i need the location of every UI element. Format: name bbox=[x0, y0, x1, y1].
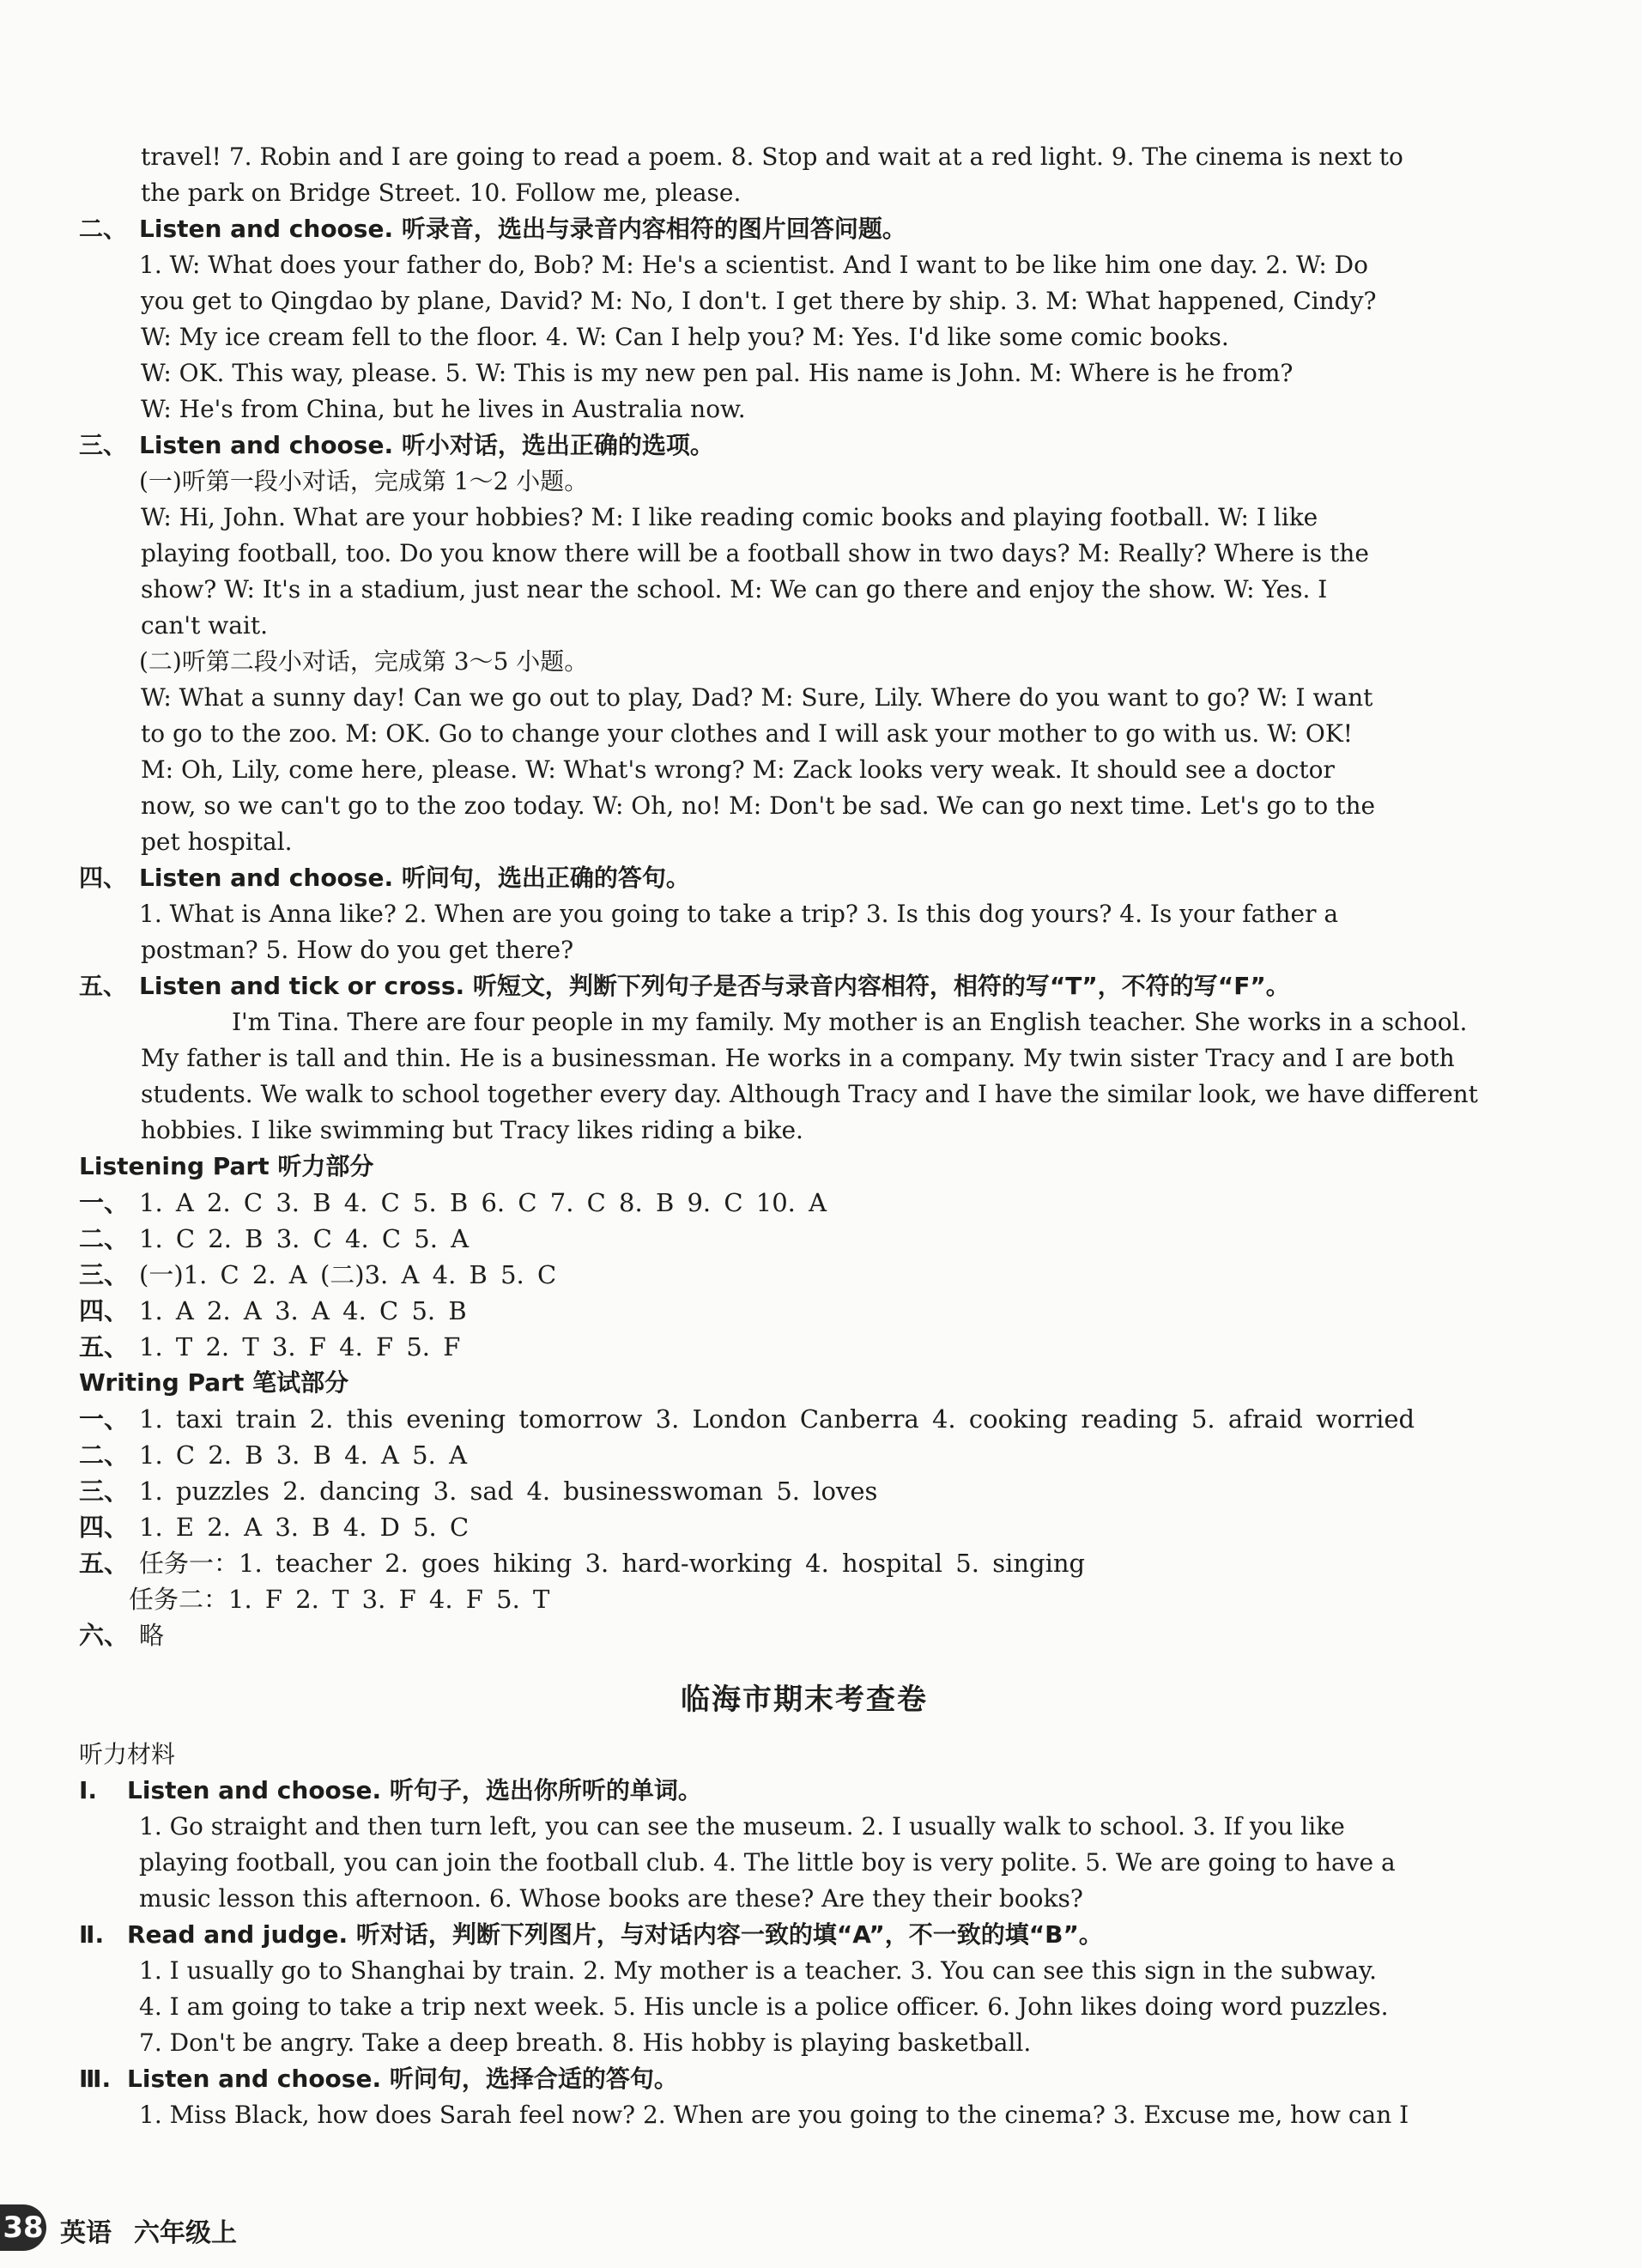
answer-tag: 二、 bbox=[79, 1224, 130, 1253]
text-line: 4. I am going to take a trip next week. 5. His uncle is a police officer. 6. John likes doing word puzzles. bbox=[139, 1992, 1389, 2021]
section-heading bbox=[79, 1773, 1530, 1809]
answer-row bbox=[79, 1221, 1530, 1257]
text-line: 1. W: What does your father do, Bob? M: He's a scientist. And I want to be like him one day. 2. W: Do bbox=[139, 251, 1368, 279]
answer-body: 略 bbox=[139, 1621, 165, 1650]
text-line: 7. Don't be angry. Take a deep breath. 8. His hobby is playing basketball. bbox=[139, 2028, 1032, 2057]
answer-body: 1. puzzles 2. dancing 3. sad 4. businesswoman 5. loves bbox=[139, 1477, 878, 1506]
answer-body: 1. A 2. A 3. A 4. C 5. B bbox=[139, 1296, 467, 1325]
text-line: students. We walk to school together every day. Although Tracy and I have the similar look, we have different bbox=[141, 1080, 1478, 1108]
text-line: playing football, you can join the football club. 4. The little boy is very polite. 5. We are going to have a bbox=[139, 1848, 1396, 1877]
text-line: 1. Miss Black, how does Sarah feel now? 2. When are you going to the cinema? 3. Excuse me, how can I bbox=[139, 2101, 1409, 2129]
answer-body: 1. E 2. A 3. B 4. D 5. C bbox=[139, 1513, 470, 1542]
answer-tag: 二、 bbox=[79, 1440, 130, 1470]
answer-body: 任务二：1. F 2. T 3. F 4. F 5. T bbox=[129, 1585, 550, 1614]
text-line: show? W: It's in a stadium, just near the school. M: We can go there and enjoy the show. W: Yes. I bbox=[141, 575, 1328, 603]
answer-body: 1. C 2. B 3. C 4. C 5. A bbox=[139, 1224, 470, 1253]
text-line: now, so we can't go to the zoo today. W: Oh, no! M: Don't be sad. We can go next time. Let's go to the bbox=[141, 791, 1376, 820]
text-line: pet hospital. bbox=[141, 828, 293, 856]
answer-body: 1. A 2. C 3. B 4. C 5. B 6. C 7. C 8. B 9. C 10. A bbox=[139, 1188, 827, 1217]
answer-tag: 一、 bbox=[79, 1404, 130, 1434]
answer-tag: 四、 bbox=[79, 1296, 130, 1325]
section-heading bbox=[79, 211, 1530, 247]
continuation-block bbox=[79, 139, 1530, 211]
listening-material-section-4 bbox=[79, 860, 1530, 968]
answer-row bbox=[79, 1473, 1530, 1509]
answer-tag: 四、 bbox=[79, 1513, 130, 1542]
answer-tag: 一、 bbox=[79, 1188, 130, 1217]
text-line: to go to the zoo. M: OK. Go to change your clothes and I will ask your mother to go with us. W: OK! bbox=[141, 719, 1354, 748]
part-title: Listening Part 听力部分 bbox=[79, 1152, 374, 1180]
answer-row bbox=[79, 1401, 1530, 1437]
answer-row bbox=[79, 1545, 1530, 1581]
answer-row bbox=[79, 1293, 1530, 1329]
listening-material-section-5 bbox=[79, 968, 1530, 1149]
listening-material-title: 听力材料 bbox=[79, 1740, 176, 1768]
subject-label: 英语 bbox=[60, 2218, 112, 2248]
section-number: Ⅰ. bbox=[79, 1776, 98, 1804]
section-title: Read and judge. 听对话，判断下列图片，与对话内容一致的填“A”，不一致的填“B”。 bbox=[127, 1920, 1103, 1949]
section-title: Listen and choose. 听句子，选出你所听的单词。 bbox=[127, 1776, 702, 1804]
listening-material-section-3 bbox=[79, 428, 1530, 860]
writing-part-answers bbox=[79, 1365, 1530, 1653]
answer-row bbox=[79, 1581, 1530, 1617]
exam-section-3 bbox=[79, 2061, 1530, 2133]
text-line: music lesson this afternoon. 6. Whose books are these? Are they their books? bbox=[139, 1884, 1083, 1913]
text-line: I'm Tina. There are four people in my family. My mother is an English teacher. She works in a school. bbox=[232, 1008, 1468, 1036]
answer-tag: 五、 bbox=[79, 1549, 130, 1578]
text-line: 1. Go straight and then turn left, you can see the museum. 2. I usually walk to school. 3. If you like bbox=[139, 1812, 1345, 1840]
answer-row bbox=[79, 1509, 1530, 1545]
exam-title: 临海市期末考查卷 bbox=[681, 1683, 928, 1717]
listening-material-section-2 bbox=[79, 211, 1530, 428]
text-line: travel! 7. Robin and I are going to read a poem. 8. Stop and wait at a red light. 9. The cinema is next to bbox=[141, 143, 1403, 171]
text-line: 1. What is Anna like? 2. When are you going to take a trip? 3. Is this dog yours? 4. Is your father a bbox=[139, 900, 1339, 928]
answer-body: 1. taxi train 2. this evening tomorrow 3. London Canberra 4. cooking reading 5. afraid worried bbox=[139, 1404, 1415, 1434]
exam-section-1 bbox=[79, 1773, 1530, 1917]
section-title: Listen and choose. 听问句，选择合适的答句。 bbox=[127, 2065, 678, 2093]
section-heading bbox=[79, 968, 1530, 1004]
section-number: Ⅱ. bbox=[79, 1920, 105, 1949]
answer-tag: 六、 bbox=[79, 1621, 130, 1650]
answer-body: 1. C 2. B 3. B 4. A 5. A bbox=[139, 1440, 468, 1470]
answer-row bbox=[79, 1617, 1530, 1653]
section-number: 四、 bbox=[79, 864, 128, 892]
part-title: Writing Part 笔试部分 bbox=[79, 1368, 349, 1397]
section-title: Listen and choose. 听录音，选出与录音内容相符的图片回答问题。 bbox=[139, 215, 906, 243]
page-footer bbox=[0, 2204, 515, 2256]
section-number: 二、 bbox=[79, 215, 128, 243]
text-line: W: What a sunny day! Can we go out to play, Dad? M: Sure, Lily. Where do you want to go? W: I want bbox=[141, 683, 1373, 712]
page-number: 38 bbox=[0, 2204, 46, 2251]
sub-instruction: (一)听第一段小对话，完成第 1～2 小题。 bbox=[139, 467, 589, 495]
text-line: W: He's from China, but he lives in Australia now. bbox=[141, 395, 746, 423]
text-line: you get to Qingdao by plane, David? M: No, I don't. I get there by ship. 3. M: What happened, Cindy? bbox=[141, 287, 1377, 315]
text-line: W: OK. This way, please. 5. W: This is my new pen pal. His name is John. M: Where is he from? bbox=[141, 359, 1294, 387]
page-content bbox=[79, 139, 1530, 2133]
exam-section-2 bbox=[79, 1917, 1530, 2061]
section-title: Listen and choose. 听小对话，选出正确的选项。 bbox=[139, 431, 714, 459]
answer-body: (一)1. C 2. A (二)3. A 4. B 5. C bbox=[139, 1260, 557, 1289]
answer-tag: 三、 bbox=[79, 1260, 130, 1289]
text-line: playing football, too. Do you know there will be a football show in two days? M: Really? Where is the bbox=[141, 539, 1369, 567]
answer-tag: 三、 bbox=[79, 1477, 130, 1506]
text-line: W: Hi, John. What are your hobbies? M: I like reading comic books and playing football. W: I like bbox=[141, 503, 1318, 531]
section-number: 三、 bbox=[79, 431, 128, 459]
grade-label: 六年级上 bbox=[134, 2218, 237, 2248]
answer-tag: 五、 bbox=[79, 1332, 130, 1361]
answer-row bbox=[79, 1185, 1530, 1221]
section-number: 五、 bbox=[79, 972, 128, 1000]
section-heading bbox=[79, 2061, 1530, 2097]
text-line: My father is tall and thin. He is a businessman. He works in a company. My twin sister Tracy and I are both bbox=[141, 1044, 1455, 1072]
text-line: W: My ice cream fell to the floor. 4. W: Can I help you? M: Yes. I'd like some comic books. bbox=[141, 323, 1229, 351]
listening-part-answers bbox=[79, 1149, 1530, 1365]
text-line: M: Oh, Lily, come here, please. W: What's wrong? M: Zack looks very weak. It should see a doctor bbox=[141, 755, 1335, 784]
text-line: can't wait. bbox=[141, 611, 269, 640]
text-line: the park on Bridge Street. 10. Follow me, please. bbox=[141, 179, 742, 207]
section-heading bbox=[79, 428, 1530, 464]
answer-row bbox=[79, 1437, 1530, 1473]
book-info bbox=[60, 2211, 259, 2249]
answer-row bbox=[79, 1329, 1530, 1365]
answer-body: 1. T 2. T 3. F 4. F 5. F bbox=[139, 1332, 461, 1361]
section-heading bbox=[79, 860, 1530, 896]
text-line: 1. I usually go to Shanghai by train. 2. My mother is a teacher. 3. You can see this sign in the subway. bbox=[139, 1956, 1378, 1985]
section-title: Listen and tick or cross. 听短文，判断下列句子是否与录音内容相符，相符的写“T”，不符的写“F”。 bbox=[139, 972, 1290, 1000]
answer-body: 任务一：1. teacher 2. goes hiking 3. hard-working 4. hospital 5. singing bbox=[139, 1549, 1086, 1578]
text-line: postman? 5. How do you get there? bbox=[141, 936, 574, 964]
answer-row bbox=[79, 1257, 1530, 1293]
sub-instruction: (二)听第二段小对话，完成第 3～5 小题。 bbox=[139, 647, 589, 676]
section-number: Ⅲ. bbox=[79, 2065, 112, 2093]
text-line: hobbies. I like swimming but Tracy likes riding a bike. bbox=[141, 1116, 803, 1144]
section-title: Listen and choose. 听问句，选出正确的答句。 bbox=[139, 864, 690, 892]
section-heading bbox=[79, 1917, 1530, 1953]
